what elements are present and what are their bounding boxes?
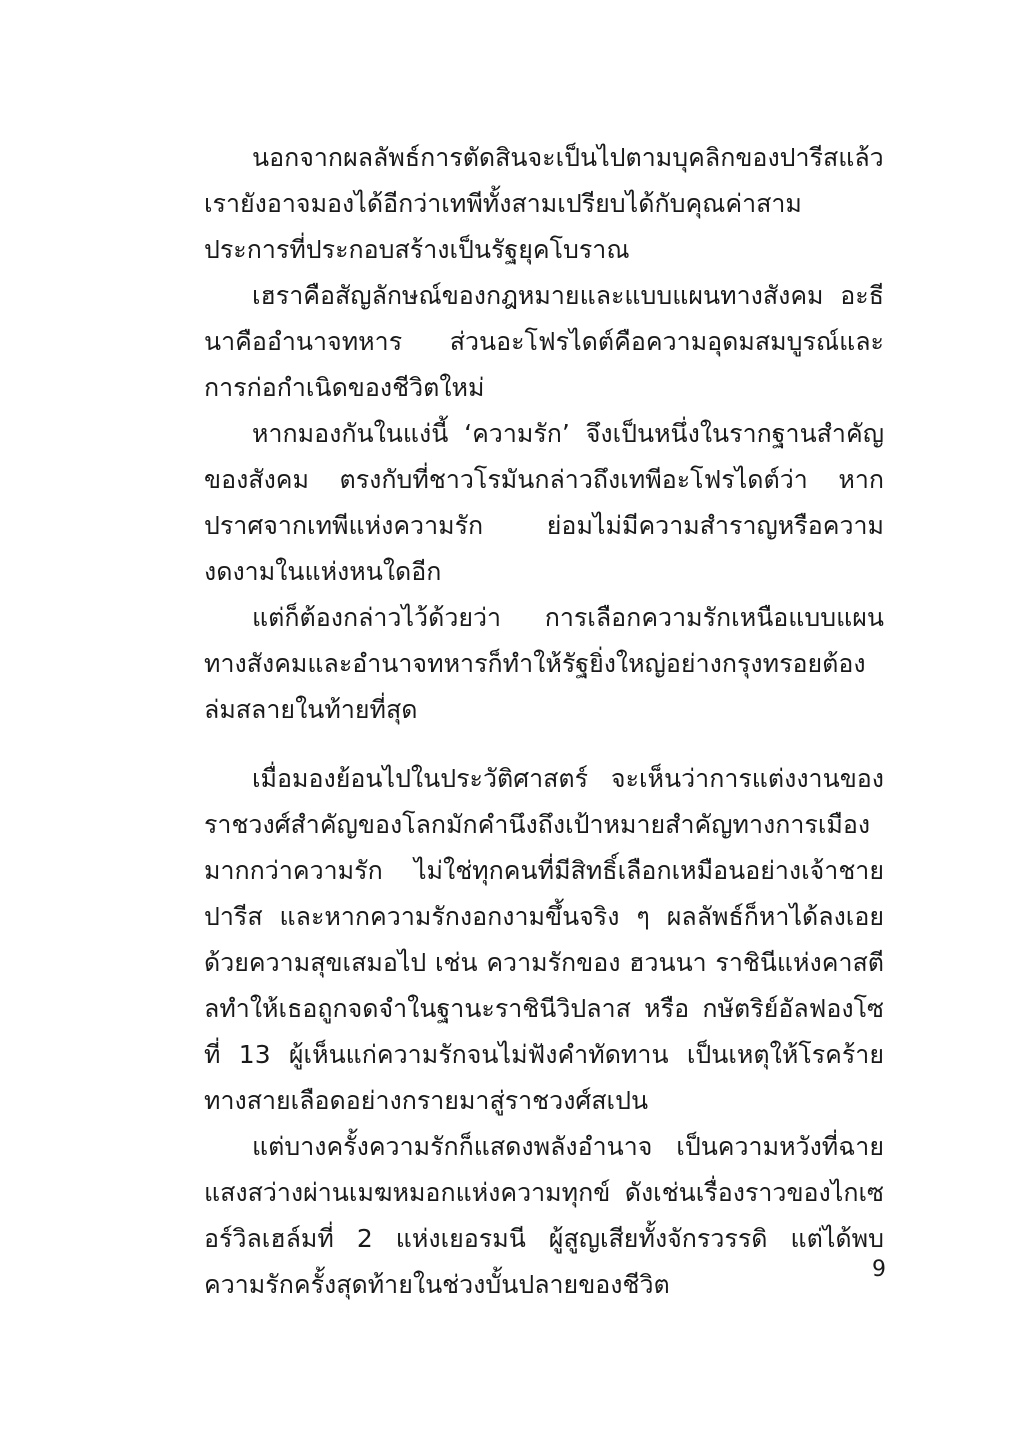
paragraph: หากมองกันในแง่นี้ ‘ความรัก’ จึงเป็นหนึ่งในรากฐานสำคัญของสังคม ตรงกับที่ชาวโรมันกล่าวถึงเทพีอะโฟรไดต์ว่า หากปราศจากเทพีแห่งความรัก ย่อมไม่มีความสำราญหรือความงดงามในแห่งหนใดอีก [204,419,884,586]
paragraph: เมื่อมองย้อนไปในประวัติศาสตร์ จะเห็นว่าการแต่งงานของราชวงศ์สำคัญของโลกมักคำนึงถึงเป้าหมายสำคัญทางการเมืองมากกว่าความรัก ไม่ใช่ทุกคนที่มีสิทธิ์เลือกเหมือนอย่างเจ้าชายปารีส และหากความรักงอกงามขึ้นจริง ๆ ผลลัพธ์ก็หาได้ลงเอยด้วยความสุขเสมอไป เช่น ความรักของ ฮวนนา ราชินีแห่งคาสตีลทำให้เธอถูกจดจำในฐานะราชินีวิปลาส หรือ กษัตริย์อัลฟองโซที่ 13 ผู้เห็นแก่ความรักจนไม่ฟังคำทัดทาน เป็นเหตุให้โรคร้ายทางสายเลือดอย่างกรายมาสู่ราชวงศ์สเปน [204,764,884,1115]
paragraph: แต่ก็ต้องกล่าวไว้ด้วยว่า การเลือกความรักเหนือแบบแผนทางสังคมและอำนาจทหารก็ทำให้รัฐยิ่งใหญ่อย่างกรุงทรอยต้องล่มสลายในท้ายที่สุด [204,603,884,724]
section-2 [204,756,884,1308]
section-1 [204,135,884,733]
paragraph: แต่บางครั้งความรักก็แสดงพลังอำนาจ เป็นความหวังที่ฉายแสงสว่างผ่านเมฆหมอกแห่งความทุกข์ ดังเช่นเรื่องราวของไกเซอร์วิลเฮล์มที่ 2 แห่งเยอรมนี ผู้สูญเสียทั้งจักรวรรดิ แต่ได้พบความรักครั้งสุดท้ายในช่วงบั้นปลายของชีวิต [204,1132,884,1299]
paragraph: นอกจากผลลัพธ์การตัดสินจะเป็นไปตามบุคลิกของปารีสแล้ว เรายังอาจมองได้อีกว่าเทพีทั้งสามเปรียบได้กับคุณค่าสามประการที่ประกอบสร้างเป็นรัฐยุคโบราณ [204,143,884,264]
paragraph: เฮราคือสัญลักษณ์ของกฎหมายและแบบแผนทางสังคม อะธีนาคืออำนาจทหาร ส่วนอะโฟรไดต์คือความอุดมสมบูรณ์และการก่อกำเนิดของชีวิตใหม่ [204,281,884,402]
page-number: 9 [872,1257,886,1282]
